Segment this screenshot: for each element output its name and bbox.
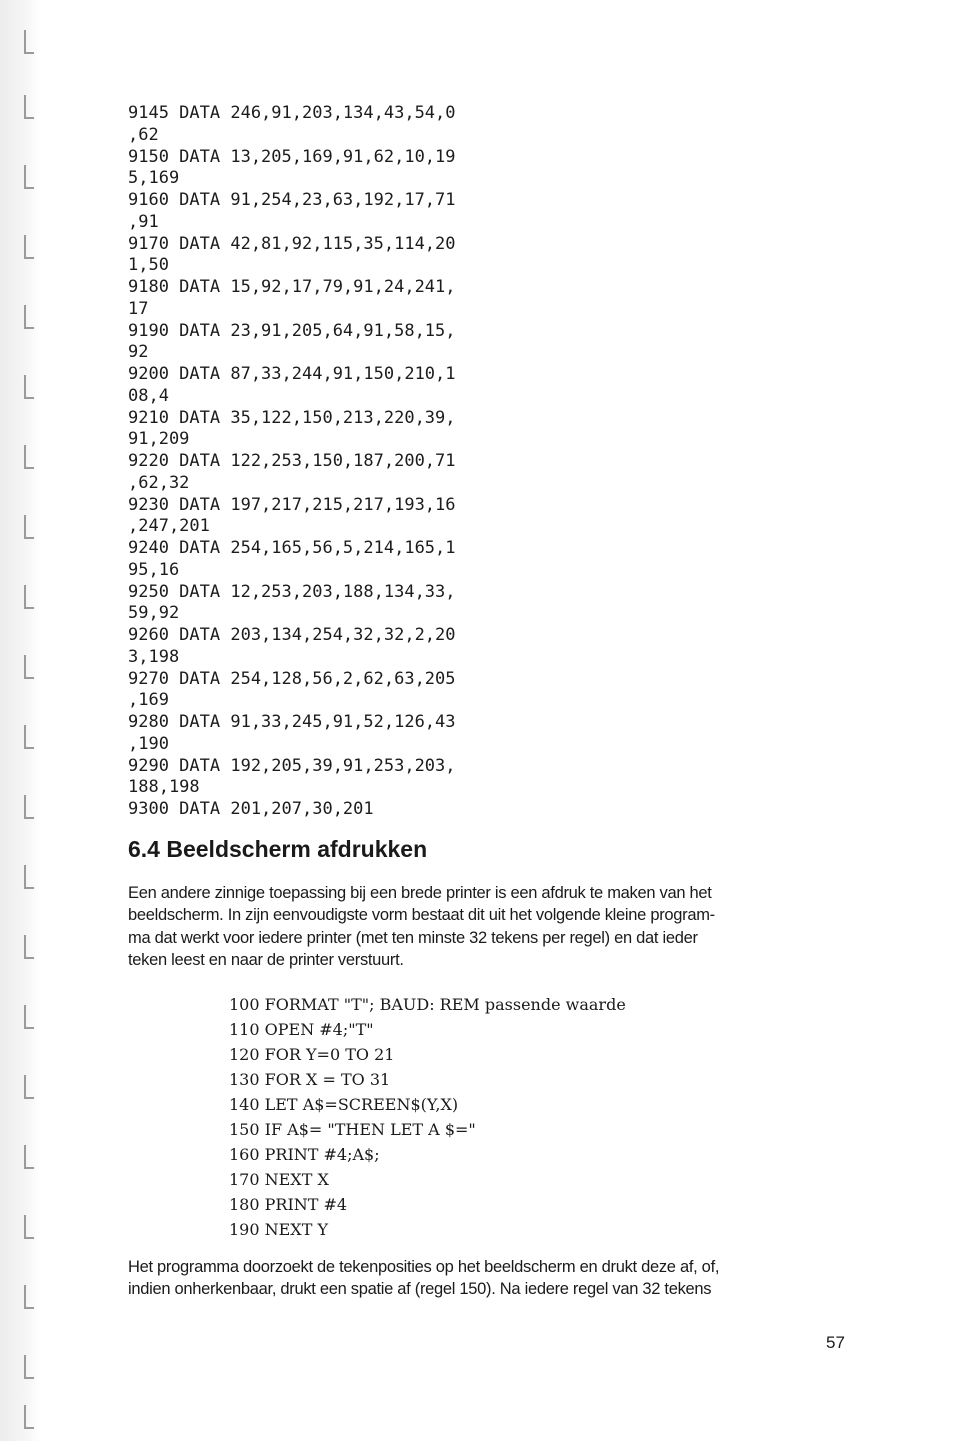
binding-mark (24, 1005, 34, 1029)
program-line: 160 PRINT #4;A$; (229, 1145, 380, 1164)
listing-line: 08,4 (128, 385, 169, 406)
listing-line: 1,50 (128, 255, 169, 276)
listing-line: 9170 DATA 42,81,92,115,35,114,20 (128, 233, 456, 254)
data-listing (128, 103, 456, 821)
program-line: 110 OPEN #4;"T" (229, 1020, 374, 1039)
listing-line: 9200 DATA 87,33,244,91,150,210,1 (128, 364, 456, 384)
program-line: 170 NEXT X (229, 1170, 329, 1189)
program-line: 100 FORMAT "T"; BAUD: REM passende waarde (229, 995, 626, 1014)
binding-mark (24, 95, 34, 119)
binding-edge (0, 0, 40, 1441)
listing-line: 17 (128, 298, 149, 319)
intro-paragraph (128, 882, 848, 971)
program-line: 140 LET A$=SCREEN$(Y,X) (229, 1095, 459, 1114)
page-number: 57 (826, 1333, 845, 1352)
binding-mark (24, 375, 34, 399)
binding-mark (24, 1215, 34, 1239)
program-line: 190 NEXT Y (229, 1220, 329, 1239)
listing-line: 9145 DATA 246,91,203,134,43,54,0 (128, 103, 456, 123)
listing-line: 9160 DATA 91,254,23,63,192,17,71 (128, 190, 456, 210)
listing-line: 9190 DATA 23,91,205,64,91,58,15, (128, 320, 456, 341)
paragraph-line: Een andere zinnige toepassing bij een brede printer is een afdruk te maken van het (128, 884, 712, 902)
paragraph-line: ma dat werkt voor iedere printer (met ten minste 32 tekens per regel) en dat ieder (128, 928, 698, 947)
listing-line: 91,209 (128, 429, 190, 450)
listing-line: 59,92 (128, 603, 180, 624)
listing-line: 188,198 (128, 777, 200, 798)
listing-line: 9250 DATA 12,253,203,188,134,33, (128, 581, 456, 602)
program-line: 120 FOR Y=0 TO 21 (229, 1045, 395, 1064)
binding-mark (24, 865, 34, 889)
listing-line: 9220 DATA 122,253,150,187,200,71 (128, 451, 456, 471)
binding-mark (24, 1285, 34, 1309)
listing-line: 9270 DATA 254,128,56,2,62,63,205 (128, 668, 456, 689)
listing-line: ,91 (128, 211, 159, 232)
listing-line: 9280 DATA 91,33,245,91,52,126,43 (128, 712, 456, 732)
listing-line: 9210 DATA 35,122,150,213,220,39, (128, 407, 456, 428)
binding-mark (24, 445, 34, 469)
section-heading: 6.4 Beeldscherm afdrukken (128, 836, 428, 862)
paragraph-line: teken leest en naar de printer verstuurt. (128, 950, 404, 969)
listing-line: 95,16 (128, 559, 180, 580)
listing-line: 3,198 (128, 646, 180, 667)
binding-mark (24, 725, 34, 749)
paragraph-line: indien onherkenbaar, drukt een spatie af (regel 150). Na iedere regel van 32 tekens (128, 1280, 712, 1299)
program-line: 150 IF A$= "THEN LET A $=" (229, 1120, 476, 1139)
binding-mark (24, 655, 34, 679)
binding-mark (24, 1405, 34, 1429)
listing-line: 9300 DATA 201,207,30,201 (128, 799, 374, 819)
binding-mark (24, 585, 34, 609)
explanation-paragraph (128, 1256, 848, 1301)
listing-line: 9150 DATA 13,205,169,91,62,10,19 (128, 146, 456, 167)
listing-line: ,62,32 (128, 472, 190, 493)
listing-line: 9240 DATA 254,165,56,5,214,165,1 (128, 538, 456, 558)
listing-line: 9180 DATA 15,92,17,79,91,24,241, (128, 277, 456, 297)
paragraph-line: Het programma doorzoekt de tekenposities op het beeldscherm en drukt deze af, of, (128, 1258, 720, 1276)
listing-line: 9260 DATA 203,134,254,32,32,2,20 (128, 625, 456, 645)
listing-line: 9290 DATA 192,205,39,91,253,203, (128, 755, 456, 776)
binding-mark (24, 1355, 34, 1379)
listing-line: ,62 (128, 124, 159, 145)
binding-mark (24, 165, 34, 189)
binding-mark (24, 515, 34, 539)
listing-line: 92 (128, 342, 149, 363)
binding-mark (24, 305, 34, 329)
paragraph-line: beeldscherm. In zijn eenvoudigste vorm bestaat dit uit het volgende kleine program- (128, 906, 715, 925)
listing-line: ,169 (128, 690, 169, 711)
binding-mark (24, 1145, 34, 1169)
listing-line: 5,169 (128, 168, 180, 189)
binding-mark (24, 795, 34, 819)
listing-line: ,247,201 (128, 516, 210, 537)
program-line: 180 PRINT #4 (229, 1195, 348, 1214)
program-line: 130 FOR X = TO 31 (229, 1070, 391, 1089)
binding-mark (24, 1075, 34, 1099)
listing-line: 9230 DATA 197,217,215,217,193,16 (128, 494, 456, 515)
binding-mark (24, 935, 34, 959)
basic-program-listing (229, 992, 626, 1242)
binding-mark (24, 235, 34, 259)
listing-line: ,190 (128, 733, 169, 754)
binding-mark (24, 30, 34, 54)
